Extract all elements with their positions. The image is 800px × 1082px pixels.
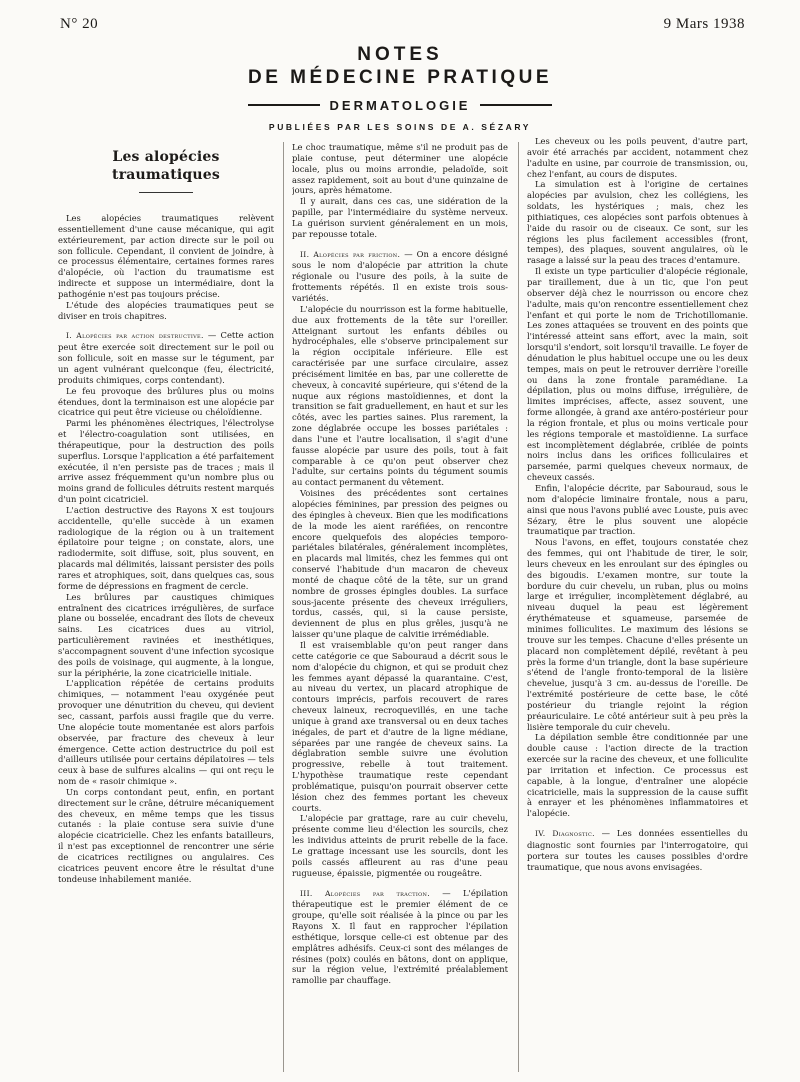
section-text: On a encore désigné sous le nom d'alopécie par attrition la chute régionale ou l'usure des poils, à la suite de frottements répétés. Il en existe trois sous-variétés. — [292, 248, 508, 303]
section-heading: IV. Diagnostic. — [535, 829, 595, 839]
section-4 — [527, 828, 748, 872]
article-paragraph: L'action destructive des Rayons X est toujours accidentelle, qu'elle succède à un examen radiologique de la région ou à un traitement épilatoire pour teigne ; on constate, alors, une radiodermite, soit diffuse, soit, plus souvent, en placards mal délimités, laissant persister des poils rares et atrophiques, soit, dans quelques cas, sous forme de dépressions en fragment de cercle. — [58, 504, 274, 591]
article-paragraph: Il y aurait, dans ces cas, une sidération de la papille, par l'intermédiaire du système nerveux. La guérison survient généralement en un mois, par repousse totale. — [292, 196, 508, 239]
section-heading: III. Alopécies par traction. — [300, 888, 430, 898]
section-heading: II. Alopécies par friction. — [300, 249, 401, 259]
article-paragraph: L'étude des alopécies traumatiques peut se diviser en trois chapitres. — [58, 299, 274, 321]
article-paragraph: Parmi les phénomènes électriques, l'électrolyse et l'électro-coagulation sont utilisées, en thérapeutique, pour la destruction des poils superflus. Lorsque l'application a été parfaitement exécutée, il n'en persiste pas de traces ; mais il arrive assez fréquemment qu'un nombre plus ou moins grand de follicules détruits restent marqués d'un point cicatriciel. — [58, 418, 274, 505]
section-1-continued — [292, 142, 508, 240]
column-divider — [283, 142, 284, 1072]
article-paragraph: Les cheveux ou les poils peuvent, d'autre part, avoir été arrachés par accident, notamment chez l'adulte en usine, par courroie de transmission, ou, chez l'enfant, au cours de disputes. — [527, 136, 748, 179]
section-3 — [292, 888, 508, 987]
article-paragraph: Le feu provoque des brûlures plus ou moins étendues, dont la terminaison est une alopécie par cicatrice qui peut être vicieuse ou chéloïdienne. — [58, 385, 274, 418]
column-divider — [518, 142, 519, 1072]
heading-dash: — — [400, 248, 417, 259]
section-heading: I. Alopécies par action destructive. — [66, 331, 204, 341]
intro — [58, 213, 274, 321]
article-paragraph: Nous l'avons, en effet, toujours constatée chez des femmes, qui ont l'habitude de tirer, le soir, leurs cheveux en les enroulant sur des épingles ou des bigoudis. L'examen montre, sur toute la bordure du cuir chevelu, un ruban, plus ou moins large et irrégulier, incomplètement déglabré, au niveau duquel la peau est légèrement érythémateuse et squameuse, parsemée de minimes folliculites. Le maximum des lésions se trouve sur les tempes. Chacune d'elles présente un placard non complètement dépilé, revêtant à peu près la forme d'un triangle, dont la base supérieure s'étend de l'angle fronto-temporal de la lisière chevelue, jusqu'à 3 cm. au-dessus de l'oreille. De l'extrémité postérieure de cette base, le côté postérieur du triangle rejoint la région préauriculaire. Le côté antérieur suit à peu près la lisière temporale du cuir chevelu. — [527, 537, 748, 732]
article-paragraph: L'application répétée de certains produits chimiques, — notamment l'eau oxygénée peut provoquer une dénutrition du cheveu, qui devient sec, cassant, parfois aussi fragile que du verre. Une alopécie toute momentanée est alors parfois observée, par fracture des cheveux à leur émergence. Cette action destructrice du poil est d'ailleurs utilisée pour certains dépilatoires — tels ceux à base de sulfures alcalins — qui ont reçu le nom de « rasoir chimique ». — [58, 678, 274, 787]
article-paragraph: La dépilation semble être conditionnée par une double cause : l'action directe de la traction exercée sur la racine des cheveux, et une folliculite par irritation et infection. Ce processus est capable, à la longue, d'entraîner une alopécie cicatricielle, mais la suppression de la cause suffit à enrayer et les phénomènes inflammatoires et l'alopécie. — [527, 732, 748, 819]
section-text: L'épilation thérapeutique est le premier élément de ce groupe, qu'elle soit réalisée à la pince ou par les Rayons X. Il faut en rapprocher l'épilation esthétique, lorsque celle-ci est obtenue par des emplâtres adhésifs. Ceux-ci sont des mélanges de résines (poix) coulés en bâtons, dont on applique, sur la région velue, l'extrémité préalablement ramollie par chauffage. — [292, 887, 508, 986]
column-3 — [527, 136, 748, 1066]
article-paragraph: Un corps contondant peut, enfin, en portant directement sur le crâne, détruire mécaniquement des cheveux, en même temps que les tissus cutanés : la plaie contuse sera suivie d'une alopécie cicatricielle. Chez les enfants batailleurs, il n'est pas exceptionnel de rencontrer une série de cicatrices rectilignes ou angulaires. Ces cicatrices peuvent encore être le résultat d'une tondeuse inhabilement maniée. — [58, 786, 274, 884]
heading-dash: — — [594, 828, 617, 839]
section-text: Cette action peut être exercée soit directement sur le poil ou son follicule, soit en masse sur le tégument, par un agent vulnérant quelconque (feu, électricité, produits chimiques, corps contendant). — [58, 330, 274, 385]
section-paragraph — [292, 888, 508, 987]
section-rule-left — [248, 104, 320, 106]
issue-date: 9 Mars 1938 — [663, 16, 745, 32]
section-2 — [292, 249, 508, 879]
section-3-continued — [527, 136, 748, 819]
article-title: Les alopécies traumatiques — [112, 149, 220, 183]
article-paragraph: Enfin, l'alopécie décrite, par Sabouraud, sous le nom d'alopécie liminaire frontale, nous a paru, ainsi que nous l'avons publié avec Louste, puis avec Sézary, être le plus souvent une alopécie traumatique par traction. — [527, 483, 748, 537]
article-paragraph: L'alopécie du nourrisson est la forme habituelle, due aux frottements de la tête sur l'oreiller. Atteignant surtout les enfants débiles ou hydrocéphales, elle s'observe principalement sur la région occipitale inférieure. Elle est caractérisée par une surface circulaire, assez précisément limitée en bas, par une collerette de cheveux, à concavité supérieure, qui s'étend de la nuque aux régions mastoïdiennes, et dont la transition se fait graduellement, en haut et sur les côtés, avec les parties saines. Plus rarement, la zone déglabrée occupe les bosses pariétales : dans l'une et l'autre localisation, il s'agit d'une fausse alopécie par usure des poils, tout à fait comparable à ce qu'on peut observer chez l'adulte, sur certains points du tégument soumis au contact permanent du vêtement. — [292, 303, 508, 488]
article-paragraph: Voisines des précédentes sont certaines alopécies féminines, par pression des peignes ou des épingles à cheveux. Bien que les modifications de la mode les aient raréfiées, on rencontre encore quelquefois des alopécies temporo-pariétales bilatérales, généralement incomplètes, en placards mal limités, chez les femmes qui ont conservé l'habitude d'un macaron de cheveux monté de chaque côté de la tête, sur un grand nombre de grosses épingles doubles. La surface sous-jacente présente des cheveux irréguliers, tordus, cassés, qui, si la cause persiste, deviennent de plus en plus grêles, jusqu'à ne laisser qu'une plaque de calvitie irrémédiable. — [292, 488, 508, 640]
section-paragraph — [292, 249, 508, 304]
article-paragraph: La simulation est à l'origine de certaines alopécies par avulsion, chez les collégiens, les soldats, les hystériques ; mais, chez les pithiatiques, ces alopécies sont parfois obtenues à l'aide du rasoir ou de ciseaux. Ce sont, sur les régions les plus facilement accessibles (front, tempes), des plaques, souvent angulaires, où le rasage a laissé sur la peau des traces d'entamure. — [527, 179, 748, 266]
masthead-line2: DE MÉDECINE PRATIQUE — [247, 67, 552, 88]
article-paragraph: Les brûlures par caustiques chimiques entraînent des cicatrices irrégulières, de surface plane ou bosselée, encadrant des îlots de cheveux sains. Les cicatrices dues au vitriol, particulièrement ravinées et inesthétiques, s'accompagnent souvent d'une infection sycosique des poils de voisinage, qui augmente, à la longue, sur la périphérie, la zone cicatricielle initiale. — [58, 591, 274, 678]
top-line — [60, 16, 745, 33]
heading-dash: — — [203, 330, 221, 341]
article-paragraph: Il existe un type particulier d'alopécie régionale, par tiraillement, due à un tic, que l'on peut observer déjà chez le nourrisson ou encore chez l'adulte, mais qu'on rencontre essentiellement chez l'enfant et qui porte le nom de Trichotillomanie. Les zones attaquées se trouvent en des points que l'intéressé atteint sans effort, avec la main, soit lorsqu'il s'endort, soit lorsqu'il travaille. Le foyer de dénudation le plus habituel occupe une ou les deux tempes, mais on peut le retrouver derrière l'oreille ou dans la zone frontale paramédiane. La dépilation, plus ou moins diffuse, irrégulière, de limites imprécises, affecte, assez souvent, une forme allongée, à grand axe antéro-postérieur pour la région frontale, et plus ou moins verticale pour les régions temporale et mastoïdienne. La surface est incomplètement déglabrée, criblée de points noirs inclus dans les orifices folliculaires et parsemée, parmi quelques cheveux normaux, de cheveux cassés. — [527, 266, 748, 483]
article-paragraph: L'alopécie par grattage, rare au cuir chevelu, présente comme lieu d'élection les sourcils, chez les individus atteints de prurit rebelle de la face. Le grattage incessant use les sourcils, dont les poils cassés affleurent au ras d'une peau rugueuse, épaissie, pigmentée ou rougeâtre. — [292, 813, 508, 878]
section-row — [0, 94, 800, 116]
article-paragraph: Les alopécies traumatiques relèvent essentiellement d'une cause mécanique, qui agit extérieurement, par action directe sur le poil ou son follicule. Cependant, il convient de joindre, à ce processus élémentaire, certaines formes rares d'alopécie, où l'action du traumatisme est indirecte et suppose un intermédiaire, dont la pathogénie n'est pas toujours précise. — [58, 213, 274, 299]
section-paragraph — [527, 828, 748, 872]
issue-number: N° 20 — [60, 16, 99, 32]
article-body — [58, 136, 748, 1072]
title-rule — [139, 192, 193, 193]
masthead-line1: NOTES — [357, 44, 443, 65]
column-2 — [292, 142, 508, 1072]
masthead — [0, 44, 800, 132]
section-title: DERMATOLOGIE — [329, 97, 471, 113]
column-1 — [58, 142, 274, 1072]
section-rule-right — [480, 104, 552, 106]
heading-dash: — — [429, 887, 463, 898]
section-text: Les données essentielles du diagnostic sont fournies par l'interrogatoire, qui portera sur toutes les causes possibles d'ordre traumatique, que nous avons envisagées. — [527, 828, 748, 872]
section-paragraph — [58, 330, 274, 385]
article-paragraph: Le choc traumatique, même s'il ne produit pas de plaie contuse, peut déterminer une alopécie locale, plus ou moins arrondie, peladoïde, soit assez rapidement, soit au bout d'une quinzaine de jours, après hématome. — [292, 142, 508, 196]
section-1 — [58, 330, 274, 884]
article-paragraph: Il est vraisemblable qu'on peut ranger dans cette catégorie ce que Sabouraud a décrit sous le nom d'alopécie du chignon, et qui se produit chez les femmes ayant dépassé la quarantaine. C'est, au niveau du vertex, un placard atrophique de contours imprécis, parfois recouvert de rares cheveux laineux, recroquevillés, en une tache unique à grand axe transversal ou en deux taches inégales, de part et d'autre de la ligne médiane, séparées par une rangée de cheveux sains. La déglabration semble suivre une évolution progressive, rebelle à tout traitement. L'hypothèse traumatique reste cependant problématique, puisqu'on pourrait observer cette lésion chez des femmes portant les cheveux courts. — [292, 639, 508, 813]
byline: PUBLIÉES PAR LES SOINS DE A. SÉZARY — [268, 122, 532, 132]
